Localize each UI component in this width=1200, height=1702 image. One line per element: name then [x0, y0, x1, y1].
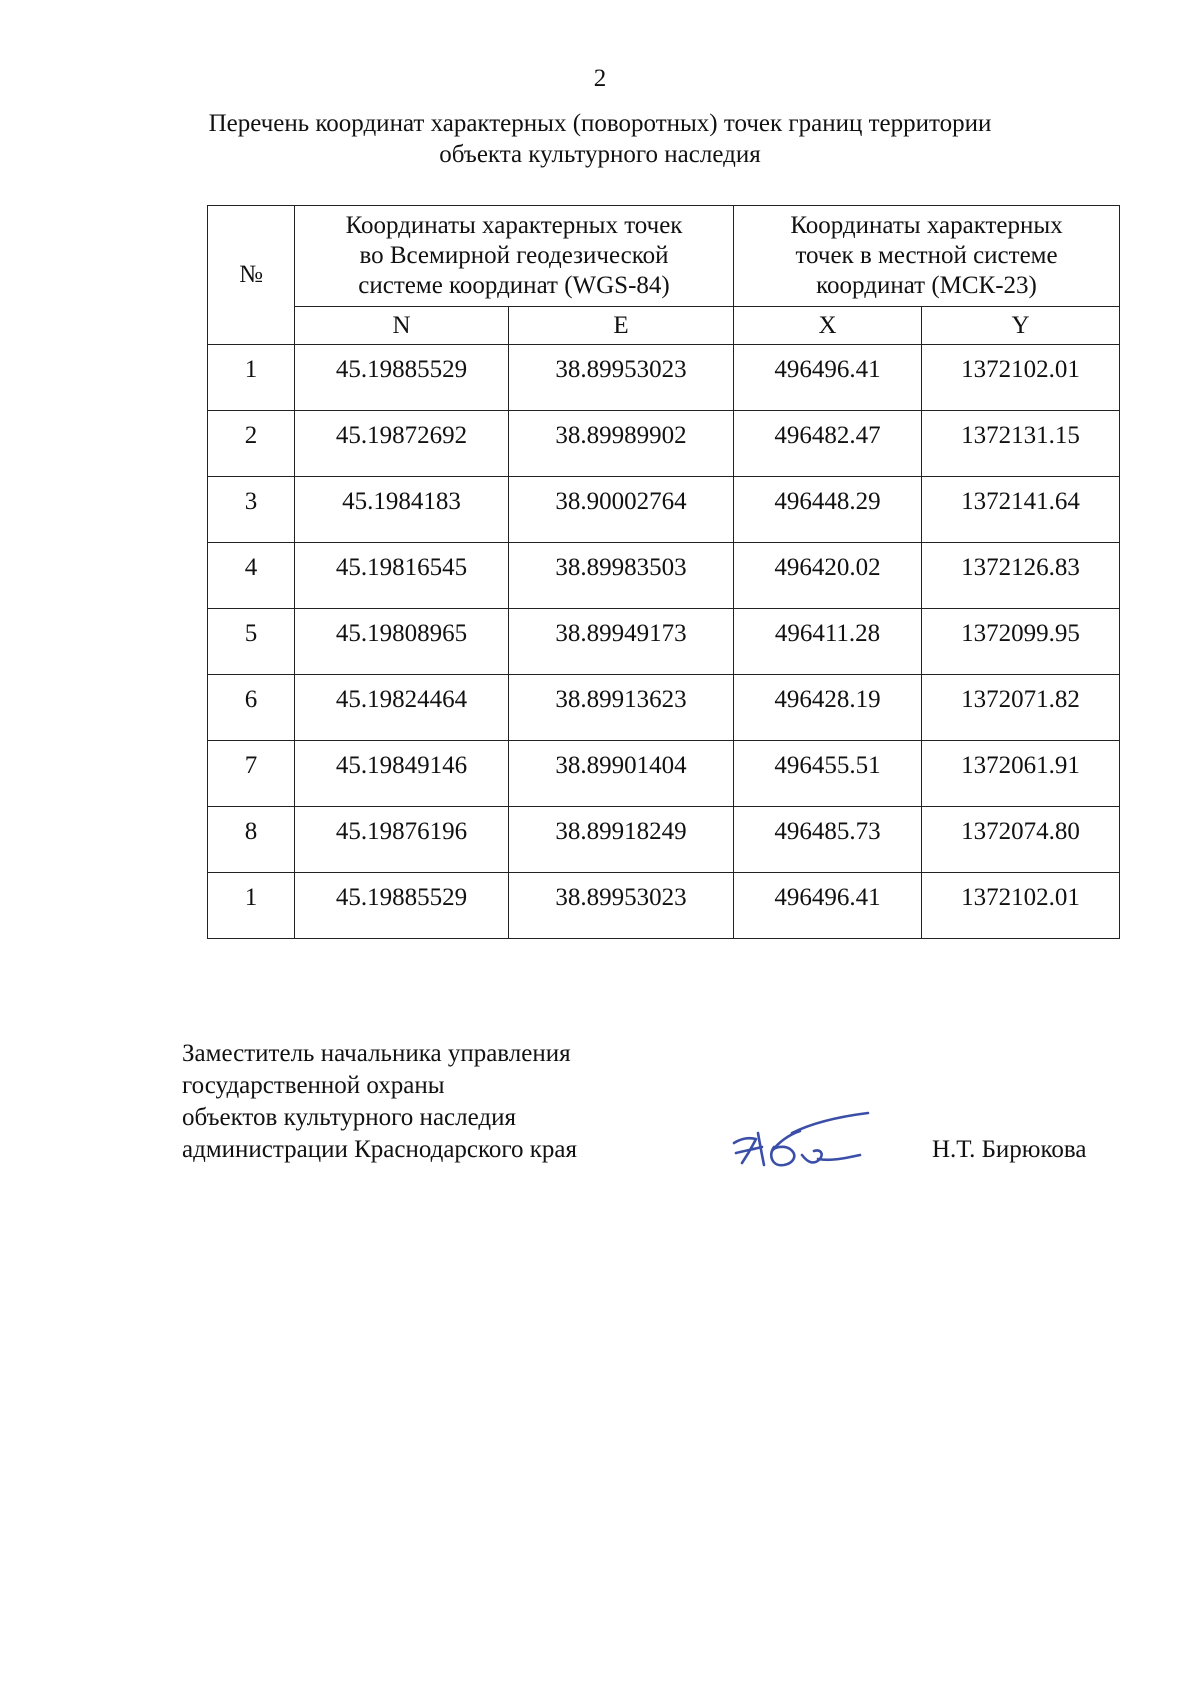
column-header-x: X	[734, 307, 922, 345]
cell-y: 1372131.15	[922, 411, 1120, 477]
cell-number: 3	[208, 477, 295, 543]
cell-y: 1372126.83	[922, 543, 1120, 609]
cell-n: 45.19808965	[295, 609, 509, 675]
column-header-y: Y	[922, 307, 1120, 345]
cell-y: 1372141.64	[922, 477, 1120, 543]
cell-n: 45.19816545	[295, 543, 509, 609]
cell-y: 1372102.01	[922, 345, 1120, 411]
document-title	[0, 108, 1200, 170]
cell-y: 1372061.91	[922, 741, 1120, 807]
wgs84-header-line: во Всемирной геодезической	[359, 242, 669, 269]
table-row	[208, 543, 1120, 609]
cell-n: 45.19849146	[295, 741, 509, 807]
signer-position-line: Заместитель начальника управления	[182, 1040, 571, 1067]
column-header-number: №	[208, 206, 295, 345]
cell-number: 1	[208, 345, 295, 411]
column-group-wgs84	[295, 206, 734, 307]
table-row	[208, 873, 1120, 939]
cell-x: 496496.41	[734, 345, 922, 411]
cell-e: 38.89953023	[509, 345, 734, 411]
cell-number: 4	[208, 543, 295, 609]
signer-position-line: объектов культурного наследия	[182, 1104, 516, 1131]
table-row	[208, 675, 1120, 741]
signer-position-line: государственной охраны	[182, 1072, 445, 1099]
cell-number: 8	[208, 807, 295, 873]
cell-e: 38.89918249	[509, 807, 734, 873]
cell-e: 38.89953023	[509, 873, 734, 939]
cell-y: 1372099.95	[922, 609, 1120, 675]
table-row	[208, 741, 1120, 807]
cell-number: 1	[208, 873, 295, 939]
cell-x: 496485.73	[734, 807, 922, 873]
column-header-n: N	[295, 307, 509, 345]
cell-n: 45.19885529	[295, 345, 509, 411]
cell-x: 496455.51	[734, 741, 922, 807]
cell-number: 5	[208, 609, 295, 675]
title-line-2: объекта культурного наследия	[439, 141, 761, 168]
table-row	[208, 609, 1120, 675]
cell-e: 38.89983503	[509, 543, 734, 609]
cell-x: 496420.02	[734, 543, 922, 609]
cell-e: 38.90002764	[509, 477, 734, 543]
cell-n: 45.19876196	[295, 807, 509, 873]
cell-n: 45.19824464	[295, 675, 509, 741]
cell-y: 1372071.82	[922, 675, 1120, 741]
cell-number: 7	[208, 741, 295, 807]
cell-x: 496482.47	[734, 411, 922, 477]
table-row	[208, 477, 1120, 543]
cell-e: 38.89989902	[509, 411, 734, 477]
column-header-e: E	[509, 307, 734, 345]
wgs84-header-line: Координаты характерных точек	[345, 212, 683, 239]
signer-position	[182, 1038, 577, 1166]
column-group-msk23	[734, 206, 1120, 307]
msk23-header-line: координат (МСК-23)	[816, 272, 1037, 299]
cell-x: 496496.41	[734, 873, 922, 939]
table-row	[208, 807, 1120, 873]
cell-e: 38.89949173	[509, 609, 734, 675]
cell-n: 45.19885529	[295, 873, 509, 939]
cell-x: 496411.28	[734, 609, 922, 675]
title-line-1: Перечень координат характерных (поворотных) точек границ территории	[208, 110, 992, 137]
cell-number: 6	[208, 675, 295, 741]
cell-number: 2	[208, 411, 295, 477]
cell-e: 38.89913623	[509, 675, 734, 741]
signer-name: Н.Т. Бирюкова	[932, 1136, 1087, 1163]
handwritten-signature	[728, 1105, 878, 1175]
table-row	[208, 411, 1120, 477]
cell-x: 496428.19	[734, 675, 922, 741]
msk23-header-line: точек в местной системе	[795, 242, 1058, 269]
page-number: 2	[593, 65, 607, 92]
coordinates-table	[207, 205, 1120, 939]
table-row	[208, 345, 1120, 411]
signer-position-line: администрации Краснодарского края	[182, 1136, 578, 1163]
cell-n: 45.19872692	[295, 411, 509, 477]
msk23-header-line: Координаты характерных	[790, 212, 1063, 239]
cell-x: 496448.29	[734, 477, 922, 543]
cell-y: 1372074.80	[922, 807, 1120, 873]
cell-e: 38.89901404	[509, 741, 734, 807]
cell-y: 1372102.01	[922, 873, 1120, 939]
wgs84-header-line: системе координат (WGS-84)	[358, 272, 670, 299]
cell-n: 45.1984183	[295, 477, 509, 543]
